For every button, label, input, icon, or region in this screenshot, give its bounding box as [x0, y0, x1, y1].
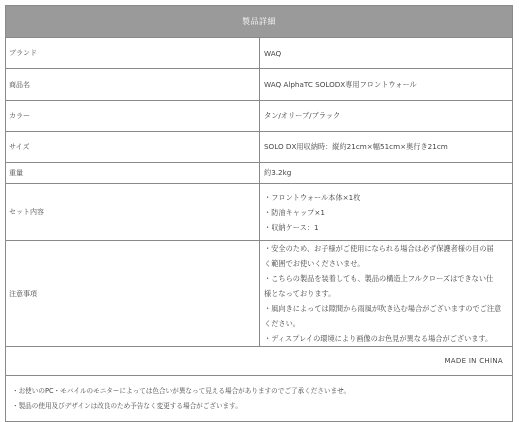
note-line: 様となっております。 — [264, 289, 336, 298]
set-item: ・防油キャップ×1 — [264, 207, 325, 217]
row-label-product-name: 商品名 — [6, 69, 260, 100]
note-line: く範囲でお使いくださいませ。 — [264, 259, 365, 268]
table-row — [6, 101, 512, 132]
row-label-size: サイズ — [6, 132, 260, 162]
row-label-brand: ブランド — [6, 38, 260, 68]
row-label-weight: 重量 — [6, 163, 260, 183]
disclaimer-line: ・製品の使用及びデザインは改良のため予告なく変更する場合がございます。 — [12, 401, 242, 410]
table-row — [6, 38, 512, 69]
spec-table — [5, 5, 513, 347]
row-value-set-contents — [260, 184, 512, 240]
note-line: ・こちらの製品を装着しても、製品の構造上フルクローズはできない仕 — [264, 274, 494, 283]
row-value-weight: 約3.2kg — [264, 168, 292, 177]
row-label-color: カラー — [6, 101, 260, 131]
disclaimer-line: ・お使いのPC・モバイルのモニターによっては色合いが異なって見える場合がありますのでご了承くださいませ。 — [12, 386, 351, 395]
table-row — [6, 132, 512, 163]
origin-label: MADE IN CHINA — [5, 347, 513, 376]
row-value-notes — [260, 241, 512, 346]
note-line: ・風向きによっては隙間から雨風が吹き込む場合がございますのでご注意 — [264, 304, 502, 313]
row-value-product-name: WAQ AlphaTC SOLODX専用フロントウォール — [264, 79, 417, 89]
table-row — [6, 184, 512, 241]
table-title: 製品詳細 — [6, 6, 512, 38]
product-details — [5, 5, 513, 422]
disclaimer — [5, 376, 513, 422]
row-value-color: タン/オリーブ/ブラック — [264, 111, 341, 120]
table-row — [6, 163, 512, 184]
note-line: ・安全のため、お子様がご使用になられる場合は必ず保護者様の目の届 — [264, 244, 494, 253]
row-value-size: SOLO DX用収納時：縦約21cm×幅51cm×奥行き21cm — [264, 142, 448, 151]
set-item: ・収納ケース：1 — [264, 222, 319, 232]
row-value-brand: WAQ — [264, 48, 282, 58]
note-line: ください。 — [264, 319, 300, 328]
row-label-notes: 注意事項 — [6, 241, 260, 346]
table-row — [6, 241, 512, 346]
row-label-set-contents: セット内容 — [6, 184, 260, 240]
set-item: ・フロントウォール本体×1枚 — [264, 192, 361, 202]
table-row — [6, 69, 512, 101]
note-line: ・ディスプレイの環境により画像のお色見が異なる場合がございます。 — [264, 334, 493, 343]
